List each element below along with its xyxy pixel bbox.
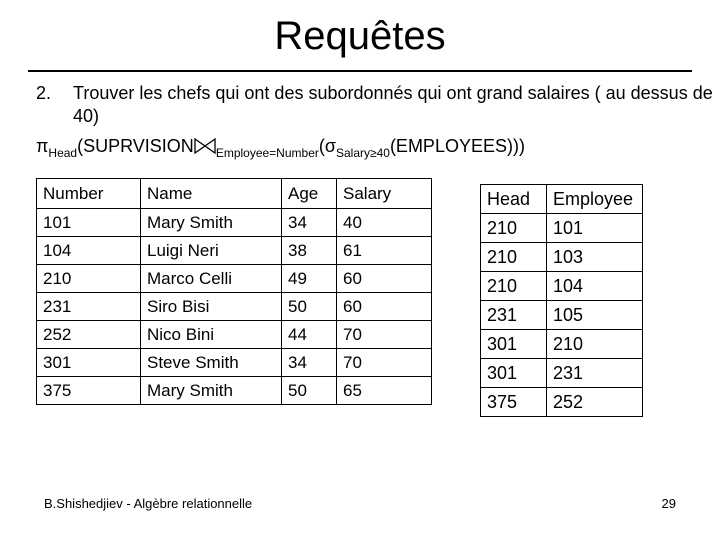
table-cell: 40 (337, 209, 432, 237)
table-cell: 104 (547, 272, 643, 301)
column-header: Salary (337, 179, 432, 209)
table-cell: 301 (37, 349, 141, 377)
selection-condition: Salary≥40 (335, 146, 390, 160)
join-condition: Employee=Number (215, 146, 319, 160)
table-cell: 252 (547, 388, 643, 417)
table-row (481, 214, 643, 243)
relational-formula (36, 134, 525, 160)
table-cell: 60 (337, 265, 432, 293)
table-cell: 44 (282, 321, 337, 349)
table-cell: 34 (282, 349, 337, 377)
column-header: Head (481, 185, 547, 214)
table-cell: 231 (37, 293, 141, 321)
table-cell: 231 (547, 359, 643, 388)
open-paren: ( (318, 136, 325, 156)
table-cell: 49 (282, 265, 337, 293)
table-row (37, 237, 432, 265)
relation-name: (SUPRVISION (77, 136, 194, 156)
table-row (37, 209, 432, 237)
table-cell: Nico Bini (141, 321, 282, 349)
title-divider (28, 70, 692, 72)
table-row (481, 301, 643, 330)
table-cell: 101 (547, 214, 643, 243)
table-header-row (481, 185, 643, 214)
table-cell: 301 (481, 330, 547, 359)
table-cell: Siro Bisi (141, 293, 282, 321)
column-header: Number (37, 179, 141, 209)
table-cell: Marco Celli (141, 265, 282, 293)
column-header: Age (282, 179, 337, 209)
page-number: 29 (661, 496, 676, 511)
table-cell: Mary Smith (141, 377, 282, 405)
join-icon (194, 138, 216, 154)
item-number: 2. (36, 83, 52, 103)
table-cell: 375 (481, 388, 547, 417)
table-row (481, 388, 643, 417)
table-cell: 50 (282, 377, 337, 405)
table-row (37, 265, 432, 293)
table-row (37, 349, 432, 377)
table-cell: 210 (481, 272, 547, 301)
table-cell: 210 (481, 243, 547, 272)
table-cell: 231 (481, 301, 547, 330)
table-cell: 34 (282, 209, 337, 237)
table-cell: 375 (37, 377, 141, 405)
selection-symbol: σ (324, 136, 336, 156)
inner-relation: (EMPLOYEES))) (389, 136, 525, 156)
table-cell: 38 (282, 237, 337, 265)
table-cell: 252 (37, 321, 141, 349)
table-cell: 70 (337, 321, 432, 349)
table-header-row (37, 179, 432, 209)
table-cell: 301 (481, 359, 547, 388)
table-cell: Steve Smith (141, 349, 282, 377)
table-cell: 61 (337, 237, 432, 265)
projection-symbol: π (36, 136, 49, 156)
table-cell: 105 (547, 301, 643, 330)
table-cell: 210 (547, 330, 643, 359)
column-header: Name (141, 179, 282, 209)
footer-author: B.Shishedjiev - Algèbre relationnelle (44, 496, 253, 511)
table-row (481, 243, 643, 272)
table-cell: 101 (37, 209, 141, 237)
table-cell: Mary Smith (141, 209, 282, 237)
table-cell: 50 (282, 293, 337, 321)
table-cell: 104 (37, 237, 141, 265)
projection-attribute: Head (48, 146, 78, 160)
table-cell: 60 (337, 293, 432, 321)
table-row (481, 272, 643, 301)
table-cell: 70 (337, 349, 432, 377)
table-cell: Luigi Neri (141, 237, 282, 265)
table-cell: 103 (547, 243, 643, 272)
table-row (37, 377, 432, 405)
table-cell: 65 (337, 377, 432, 405)
supervision-table (480, 184, 643, 417)
column-header: Employee (547, 185, 643, 214)
table-cell: 210 (481, 214, 547, 243)
table-row (37, 293, 432, 321)
employees-table (36, 178, 432, 405)
slide-title: Requêtes (274, 14, 446, 58)
item-text: Trouver les chefs qui ont des subordonnés qui ont grand salaires ( au dessus de 40) (73, 83, 713, 126)
table-row (37, 321, 432, 349)
table-row (481, 359, 643, 388)
table-row (481, 330, 643, 359)
table-cell: 210 (37, 265, 141, 293)
